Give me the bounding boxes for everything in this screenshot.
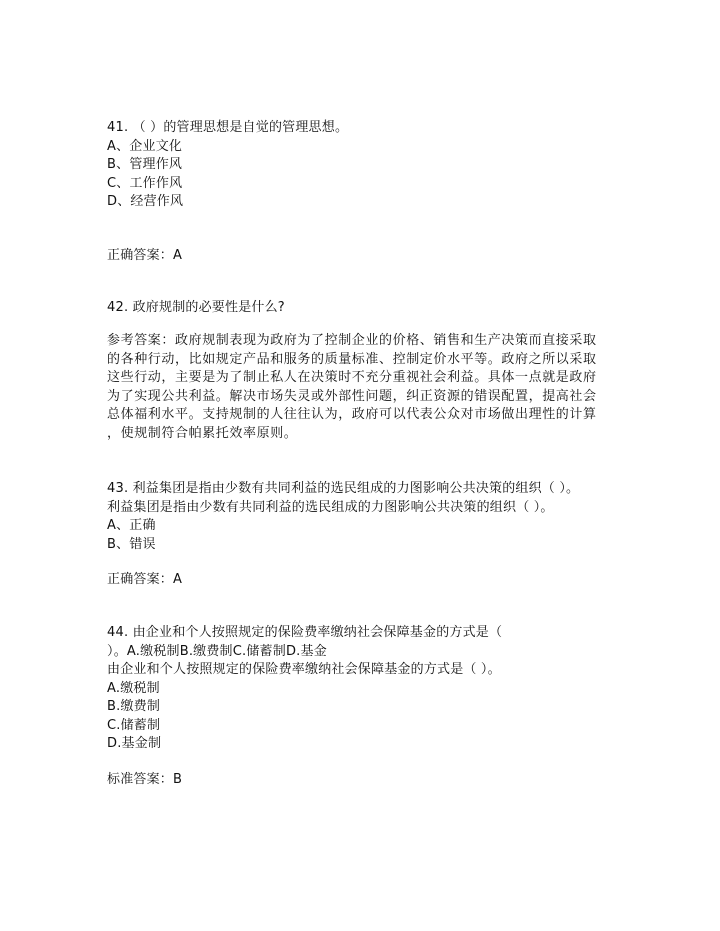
question-41-option-b: B、管理作风	[107, 157, 183, 172]
answer-line: ，使规制符合帕累托效率原则。	[107, 425, 298, 441]
question-43-option-a: A、正确	[107, 518, 156, 533]
question-41-option-c: C、工作作风	[107, 175, 183, 191]
question-43-answer: 正确答案：A	[107, 572, 183, 587]
question-41-answer: 正确答案：A	[107, 248, 183, 263]
question-41-option-a: A、企业文化	[107, 138, 183, 154]
answer-line: 总体福利水平。支持规制的人往往认为，政府可以代表公众对市场做出理性的计算	[107, 407, 597, 422]
question-42	[107, 299, 627, 318]
answer-line	[107, 443, 627, 462]
question-44	[107, 624, 627, 754]
question-43	[107, 480, 627, 554]
question-44-option-d: D.基金制	[107, 736, 162, 751]
question-41	[107, 119, 627, 212]
question-42-answer	[107, 332, 627, 462]
question-44-option-c: C.储蓄制	[107, 717, 161, 733]
question-44-option-b: B.缴费制	[107, 699, 161, 714]
question-43-stem: 43. 利益集团是指由少数有共同利益的选民组成的力图影响公共决策的组织（ ）。	[107, 481, 580, 496]
question-44-stem-line-1: 44. 由企业和个人按照规定的保险费率缴纳社会保障基金的方式是（	[107, 625, 503, 640]
answer-line: 为了实现公共利益。解决市场失灵或外部性问题，纠正资源的错误配置，提高社会	[107, 388, 597, 404]
question-41-stem: 41. （ ）的管理思想是自觉的管理思想。	[107, 120, 349, 135]
question-43-stem-repeat: 利益集团是指由少数有共同利益的选民组成的力图影响公共决策的组织（ ）。	[107, 499, 554, 515]
answer-line: 参考答案：政府规制表现为政府为了控制企业的价格、销售和生产决策而直接采取	[107, 333, 597, 348]
answer-line: 这些行动，主要是为了制止私人在决策时不充分重视社会利益。具体一点就是政府	[107, 370, 597, 385]
question-44-stem-line-2: ）。A.缴税制B.缴费制C.储蓄制D.基金	[107, 643, 327, 659]
question-44-stem-repeat: 由企业和个人按照规定的保险费率缴纳社会保障基金的方式是（ ）。	[107, 662, 501, 677]
question-41-option-d: D、经营作风	[107, 194, 184, 209]
question-44-answer: 标准答案：B	[107, 772, 183, 787]
question-43-option-b: B、错误	[107, 536, 156, 552]
question-44-option-a: A.缴税制	[107, 680, 160, 696]
answer-line: 的各种行动，比如规定产品和服务的质量标准、控制定价水平等。政府之所以采取	[107, 351, 597, 367]
question-42-stem: 42. 政府规制的必要性是什么?	[107, 300, 285, 315]
